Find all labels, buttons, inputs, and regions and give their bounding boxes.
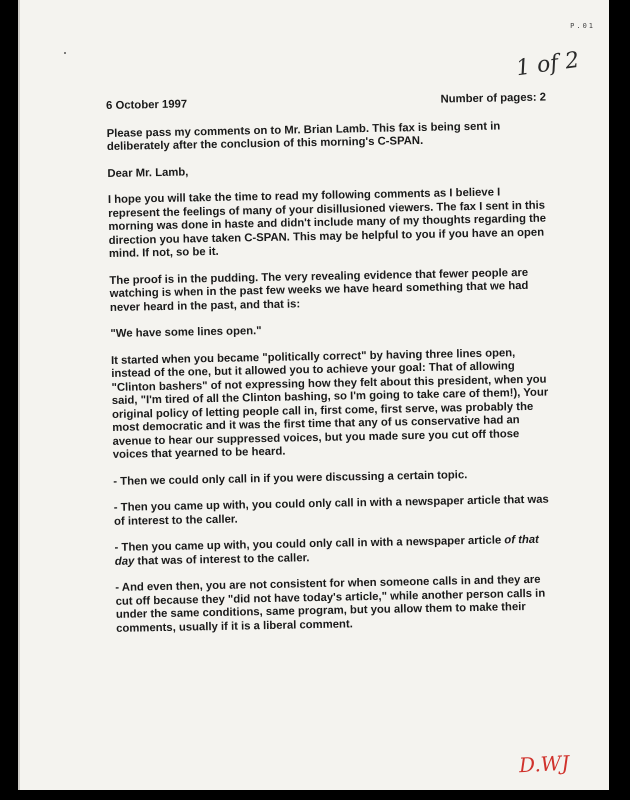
salutation: Dear Mr. Lamb, bbox=[107, 165, 189, 180]
fax-page bbox=[18, 0, 609, 790]
paragraph: I hope you will take the time to read my following comments as I believe I represent the feelings of many of your disillusioned viewers. The fax I sent in this morning was done in haste and didn't include many of my thoughts regarding the direction you have taken C-SPAN. This may be helpful to you if you have an open mind. If not, so be it. bbox=[107, 186, 547, 260]
bullet-paragraph: - And even then, you are not consistent for when someone calls in and they are cut off because they "did not have today's article," while another person calls in under the same conditions, same program, but you allow them to make their comments, usually if it is a liberal comment. bbox=[115, 573, 546, 635]
handwritten-page-count: 1 of 2 bbox=[514, 47, 581, 82]
paragraph: The proof is in the pudding. The very revealing evidence that fewer people are watching is when in the past few weeks we have heard something that we had never heard in the past, and that is: bbox=[109, 266, 529, 314]
letter-body bbox=[106, 92, 556, 649]
para-text-after: that was of interest to the caller. bbox=[134, 551, 310, 568]
para-text-before: - Then you came up with, you could only call in with a newspaper article bbox=[114, 534, 505, 554]
paper-speck bbox=[64, 52, 66, 54]
fax-page-marker: P.01 bbox=[570, 22, 595, 30]
bullet-paragraph: - Then we could only call in if you were discussing a certain topic. bbox=[113, 468, 468, 488]
paragraph: It started when you became "politically correct" by having three lines open, instead of the one, but it allowed you to achieve your goal: That of allowing "Clinton bashers" of not expressing how they felt about this president, when you said, "I'm tired of all the Clinton bashing, so I'm going to take care of them!), Your original policy of letting people call in, first come, first serve, was probably the most democratic and it was the first time that any of us conservative had an avenue to hear our suppressed voices, but you made sure you cut off those voices that yearned to be heard. bbox=[110, 346, 549, 461]
letter-header bbox=[106, 92, 546, 114]
page-count-value: 2 bbox=[539, 91, 547, 104]
page-count-label: Number of pages: bbox=[440, 91, 537, 106]
letter-date: 6 October 1997 bbox=[106, 98, 188, 112]
handwritten-initials: D.WJ bbox=[518, 750, 570, 778]
page-count bbox=[440, 92, 546, 108]
intro-paragraph: Please pass my comments on to Mr. Brian Lamb. This fax is being sent in deliberately after the conclusion of this morning's C-SPAN. bbox=[106, 119, 501, 153]
bullet-paragraph: - Then you came up with, you could only call in with a newspaper article that was of interest to the caller. bbox=[113, 493, 549, 528]
para-text-italic: of that day bbox=[114, 533, 539, 568]
quote-paragraph: "We have some lines open." bbox=[110, 325, 262, 340]
bullet-paragraph bbox=[114, 533, 554, 568]
